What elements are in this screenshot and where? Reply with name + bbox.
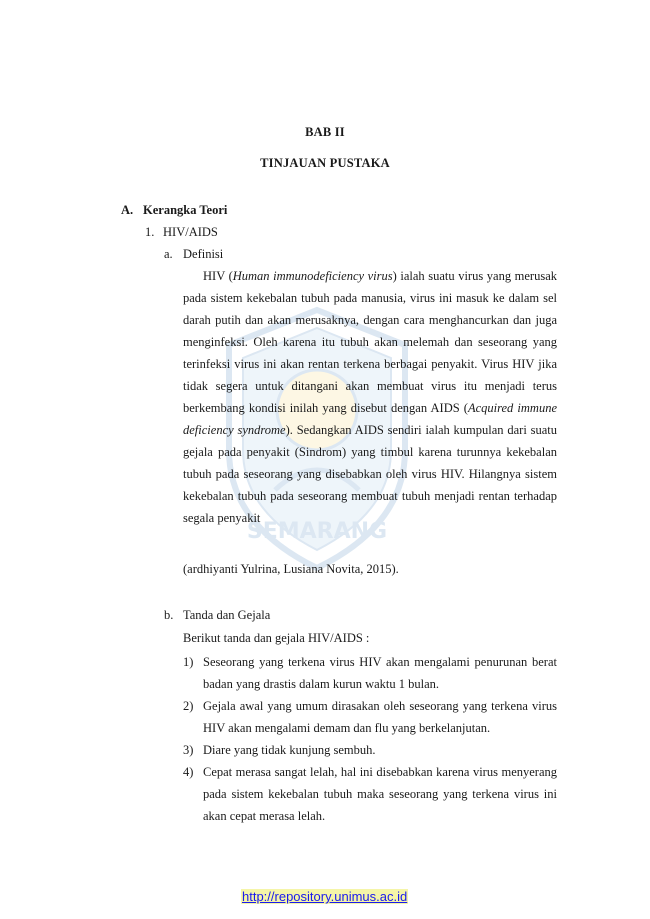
term-aids: Acquired immune deficiency syndrome <box>183 401 557 437</box>
list-item: 1) Seseorang yang terkena virus HIV akan mengalami penurunan berat badan yang drastis dalam kurun waktu 1 bulan. <box>183 655 557 691</box>
chapter-title: TINJAUAN PUSTAKA <box>260 156 390 170</box>
list-item: 3) Diare yang tidak kunjung sembuh. <box>183 743 376 757</box>
symptom-list <box>183 651 557 827</box>
list-item: 2) Gejala awal yang umum dirasakan oleh seseorang yang terkena virus HIV akan mengalami demam dan flu yang berkelanjutan. <box>183 699 557 735</box>
subsection-marker: 1. <box>145 225 155 239</box>
tanda-intro: Berikut tanda dan gejala HIV/AIDS : <box>183 631 370 645</box>
tanda-title: Tanda dan Gejala <box>183 608 271 622</box>
tanda-marker: b. <box>164 608 174 622</box>
section-title: Kerangka Teori <box>143 203 228 217</box>
subsection-title: HIV/AIDS <box>163 225 218 239</box>
definisi-marker: a. <box>164 247 173 261</box>
svg-text:SEMARANG: SEMARANG <box>246 519 388 544</box>
repository-link[interactable]: http://repository.unimus.ac.id <box>242 889 408 904</box>
chapter-label: BAB II <box>305 125 345 139</box>
definisi-paragraph: HIV (Human immunodeficiency virus) ialah suatu virus yang merusak pada sistem kekebalan tubuh pada manusia, virus ini masuk ke dalam sel darah putih dan akan merusaknya, dengan cara menghancurkan dan juga menginfeksi. Oleh karena itu tubuh akan melemah dan seseorang yang terinfeksi virus ini akan rentan terkena berbagai penyakit. Virus HIV jika tidak segera untuk ditangani akan membuat virus itu menjadi terus berkembang kondisi inilah yang disebut dengan AIDS (Acquired immune deficiency syndrome). Sedangkan AIDS sendiri ialah kumpulan dari suatu gejala pada penyakit (Sindrom) yang timbul karena turunnya kekebalan tubuh pada seseorang yang disebabkan oleh virus HIV. Hilangnya sistem kekebalan tubuh pada seseorang membuat tubuh menjadi rentan terhadap segala penyakit <box>183 269 558 525</box>
section-marker: A. <box>121 203 134 217</box>
definisi-title: Definisi <box>183 247 224 261</box>
citation: (ardhiyanti Yulrina, Lusiana Novita, 2015). <box>183 562 399 576</box>
list-item: 4) Cepat merasa sangat lelah, hal ini disebabkan karena virus menyerang pada sistem kekebalan tubuh maka seseorang yang terkena virus ini akan cepat merasa lelah. <box>183 765 557 823</box>
term-hiv: Human immunodeficiency virus <box>232 269 393 283</box>
